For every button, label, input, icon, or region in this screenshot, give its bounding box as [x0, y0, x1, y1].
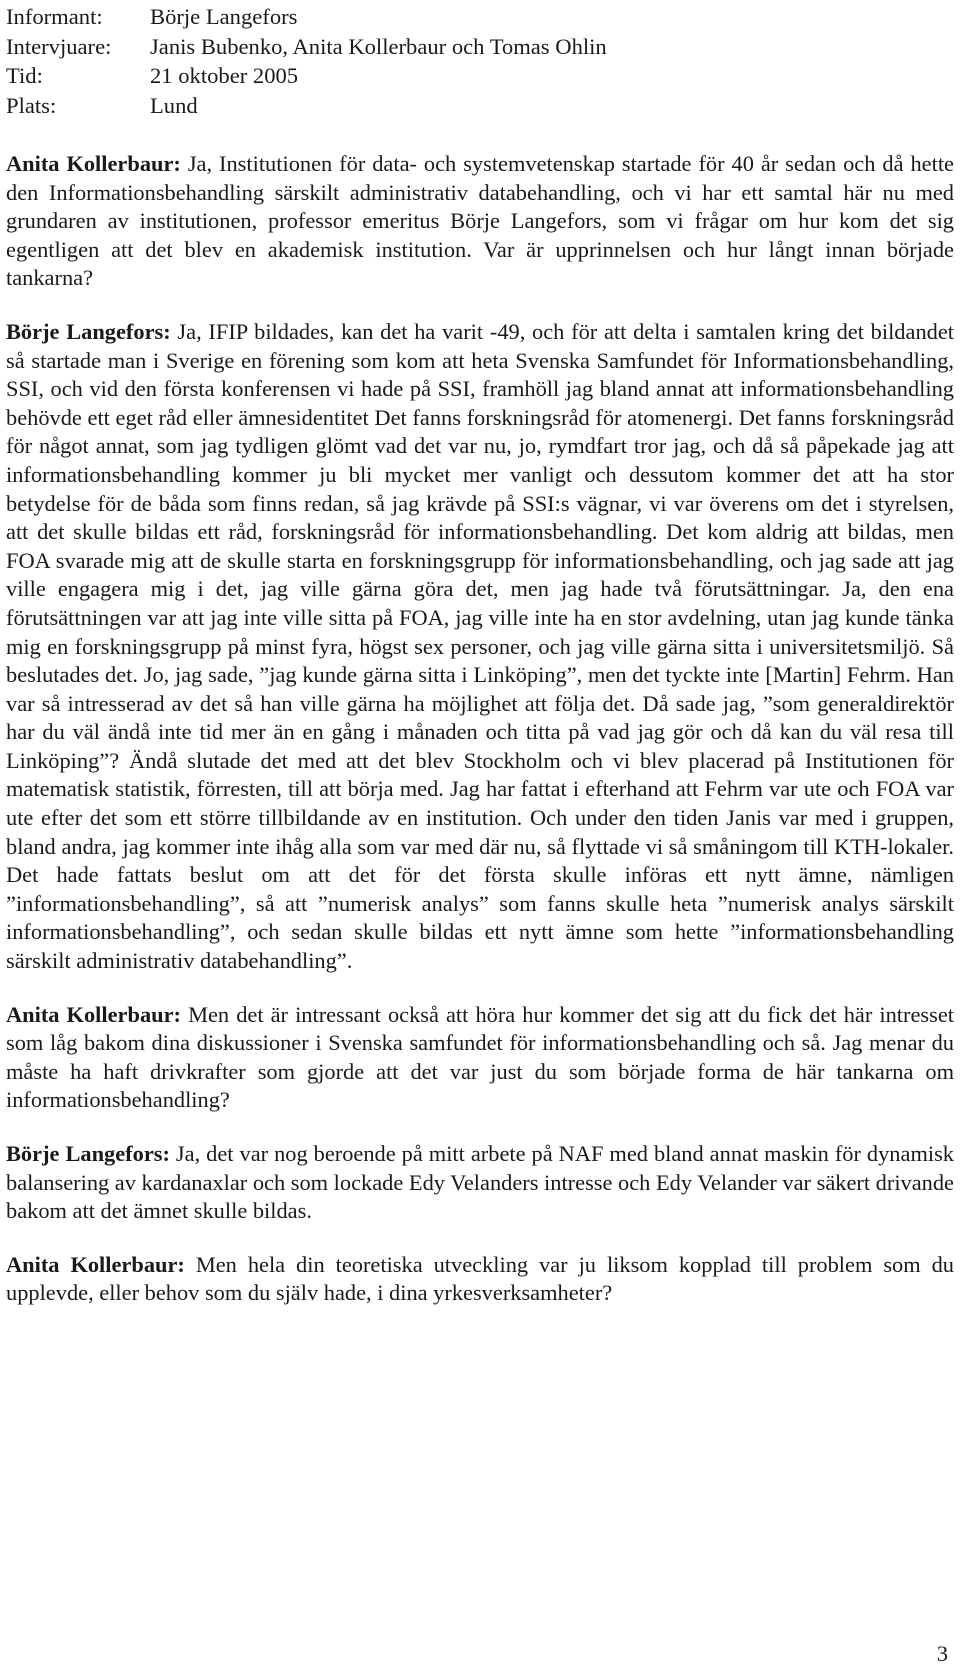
speaker-name: Anita Kollerbaur: [6, 1001, 181, 1027]
meta-value: 21 oktober 2005 [150, 63, 299, 88]
meta-label: Tid: [6, 63, 43, 88]
turn-text: Ja, Institutionen för data- och systemvetenskap startade för 40 år sedan och då hette den Informationsbehandling särskilt administrativ databehandling, och vi har ett samtal här nu med grundaren av institutionen, professor emeritus Börje Langefors, som vi frågar om hur kom det sig egentligen att det blev en akademisk institution. Var är upprinnelsen och hur långt innan började tankarna? [6, 151, 954, 291]
meta-value: Janis Bubenko, Anita Kollerbaur och Tomas Ohlin [150, 33, 607, 59]
speaker-name: Anita Kollerbaur: [6, 151, 181, 176]
document-page [6, 0, 954, 1333]
turn-text: Ja, det var nog beroende på mitt arbete på NAF med bland annat maskin för dynamisk balansering av kardanaxlar och som lockade Edy Velanders intresse och Edy Velander var säkert drivande bakom att det ämnet skulle bildas. [6, 1141, 954, 1224]
interview-metadata [6, 2, 954, 120]
transcript-turn [6, 318, 954, 976]
meta-value: Lund [150, 92, 198, 118]
transcript [6, 150, 954, 1308]
meta-label: Intervjuare: [6, 33, 112, 59]
turn-text: Men det är intressant också att höra hur kommer det sig att du fick det här intresset som låg bakom dina diskussioner i Svenska samfundet för informationsbehandling och så. Jag menar du måste ha haft drivkrafter som gjorde att det var just du som började forma de här tankarna om informationsbehandling? [6, 1001, 954, 1113]
meta-label: Informant: [6, 4, 103, 29]
meta-row-informant [6, 2, 954, 32]
speaker-name: Börje Langefors: [6, 318, 171, 344]
page-number: 3 [936, 1641, 948, 1666]
transcript-turn [6, 1140, 954, 1226]
transcript-turn [6, 1001, 954, 1115]
meta-row-time [6, 61, 954, 91]
meta-label: Plats: [6, 92, 57, 118]
turn-text: Men hela din teoretiska utveckling var ju liksom kopplad till problem som du upplevde, eller behov som du själv hade, i dina yrkesverksamheter? [6, 1251, 954, 1306]
speaker-name: Börje Langefors: [6, 1141, 170, 1166]
meta-row-place [6, 91, 954, 121]
meta-row-interviewers [6, 32, 954, 62]
transcript-turn [6, 150, 954, 293]
meta-value: Börje Langefors [150, 4, 298, 29]
transcript-turn [6, 1251, 954, 1308]
turn-text: Ja, IFIP bildades, kan det ha varit -49, och för att delta i samtalen kring det bildandet så startade man i Sverige en förening som kom att heta Svenska Samfundet för Informationsbehandling, SSI, och vid den första konferensen vi hade på SSI, framhöll jag bland annat att informationsbehandling behövde ett eget råd eller ämnesidentitet Det fanns forskningsråd för atomenergi. Det fanns forskningsråd för något annat, som jag tydligen glömt vad det var nu, jo, rymdfart tror jag, och då så påpekade jag att informationsbehandling kommer ju bli mycket mer vanligt och dessutom kommer det att ha stor betydelse för de båda som finns redan, så jag krävde på SSI:s vägnar, vi var överens om det i styrelsen, att det skulle bildas ett råd, forskningsråd för informationsbehandling. Det kom aldrig att bildas, men FOA svarade mig att de skulle starta en forskningsgrupp för informationsbehandling, och jag sade att jag ville engagera mig i det, jag ville gärna göra det, men jag hade två förutsättningar. Ja, den ena förutsättningen var att jag inte ville sitta på FOA, jag ville inte ha en stor avdelning, utan jag kunde tänka mig en forskningsgrupp på minst fyra, högst sex personer, och jag ville gärna sitta i universitetsmiljö. Så beslutades det. Jo, jag sade, ”jag kunde gärna sitta i Linköping”, men det tyckte inte [Martin] Fehrm. Han var så intresserad av det så han ville gärna ha möjlighet att följa det. Då sade jag, ”som generaldirektör har du väl ändå inte tid mer än en gång i månaden och titta på vad jag gör och då kan du väl resa till Linköping”? Ändå slutade det med att det blev Stockholm och vi blev placerad på Institutionen för matematisk statistik, förresten, till att börja med. Jag har fattat i efterhand att Fehrm var ute och FOA var ute efter det som ett större tillbildande av en institution. Och under den tiden Janis var med i gruppen, bland andra, jag kommer inte ihåg alla som var med där nu, så flyttade vi så småningom till KTH-lokaler. Det hade fattats beslut om att det för det första skulle införas ett nytt ämne, nämligen ”informationsbehandling”, så att ”numerisk analys” som fanns skulle heta ”numerisk analys särskilt informationsbehandling”, och sedan skulle bildas ett nytt ämne som hette ”informationsbehandling särskilt administrativ databehandling”. [6, 318, 954, 974]
speaker-name: Anita Kollerbaur: [6, 1251, 185, 1277]
